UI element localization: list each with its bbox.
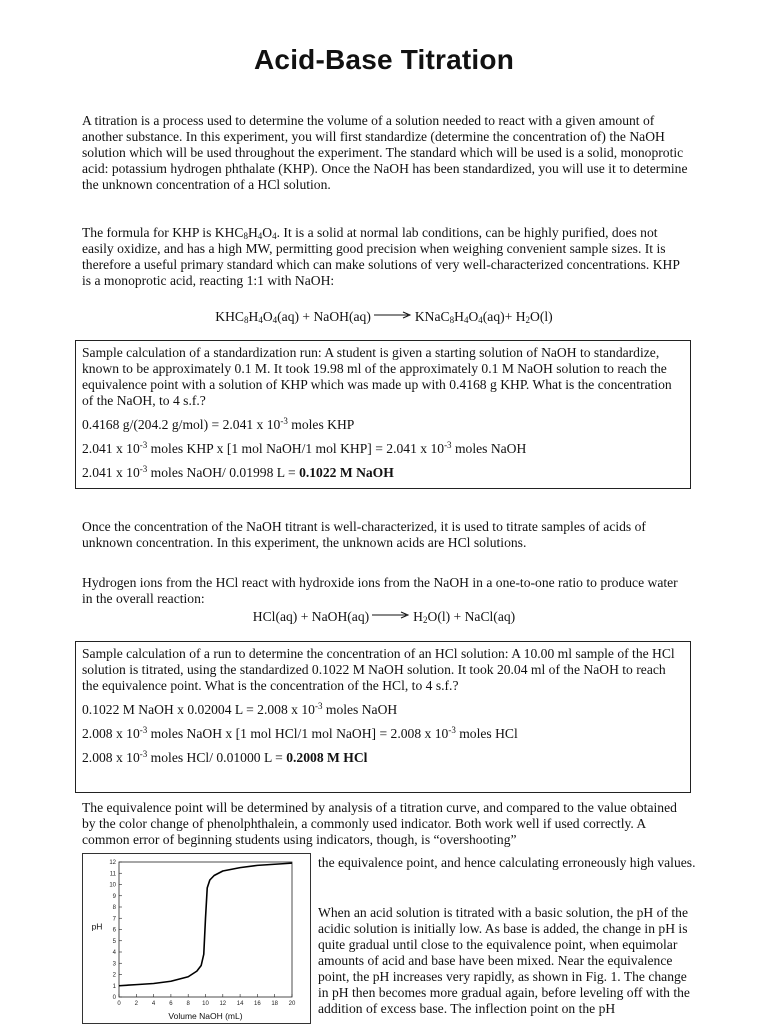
x-tick-label: 12: [219, 1001, 227, 1007]
box2-prompt: Sample calculation of a run to determine the concentration of an HCl solution: A 10.00 ml sample of the HCl solution is titrated, using the standardized 0.1022 M NaOH solution. It took 20.04 ml of the NaOH to reach the equivalence point. What is the concentration of the HCl, to 4 s.f.?: [82, 646, 675, 693]
x-tick-label: 8: [186, 1001, 190, 1007]
titration-curve-line: [119, 863, 292, 986]
y-tick-label: 2: [112, 972, 116, 979]
y-tick-label: 9: [112, 893, 116, 900]
khp-paragraph: The formula for KHP is $KHC_8H_4O_4$. It is a solid at normal lab conditions, can be highly purified, does not easily oxidize, and has a high MW, permitting good precision when weighing convenient sample sizes. It is therefore a useful primary standard which can make solutions of very well-characterized concentrations. KHP is a monoprotic acid, reacting 1:1 with NaOH:: [82, 225, 680, 288]
box2-calc-1: 0.1022 M NaOH x 0.02004 L = 2.008 x $10^{-3}$ moles NaOH: [82, 701, 398, 717]
y-axis-label: pH: [91, 921, 103, 932]
box1-calc-3: 2.041 x $10^{-3}$ moles NaOH/ 0.01998 L = 0.1022 M NaOH: [82, 464, 394, 480]
hydrogen-ions-paragraph: Hydrogen ions from the HCl react with hydroxide ions from the NaOH in a one-to-one ratio to produce water in the overall reaction:: [82, 575, 678, 606]
standardization-sample-box: [75, 340, 691, 489]
x-tick-label: 18: [271, 1001, 279, 1007]
box2-result: 0.2008 M HCl: [286, 750, 368, 765]
titrant-paragraph: Once the concentration of the NaOH titrant is well-characterized, it is used to titrate samples of acids of unknown concentration. In this experiment, the unknown acids are HCl solutions.: [82, 519, 646, 550]
titration-curve-chart: [83, 854, 310, 1023]
box1-result: 0.1022 M NaOH: [299, 465, 394, 480]
y-tick-label: 11: [109, 871, 116, 878]
titration-curve-figure: [82, 853, 311, 1024]
y-tick-label: 3: [112, 961, 116, 968]
equivalence-paragraph: The equivalence point will be determined by analysis of a titration curve, and compared to the value obtained by the color change of phenolphthalein, a commonly used indicator. Both work well if used correctly. A common error of beginning students using indicators, though, is “overshooting”: [82, 800, 677, 847]
y-tick-label: 10: [109, 882, 116, 889]
y-tick-label: 12: [109, 860, 116, 866]
box2-calc-3: 2.008 x $10^{-3}$ moles HCl/ 0.01000 L = 0.2008 M HCl: [82, 749, 368, 765]
x-tick-label: 16: [254, 1001, 261, 1007]
y-tick-label: 6: [112, 927, 116, 934]
box2-calc-2: 2.008 x $10^{-3}$ moles NaOH x [1 mol HCl/1 mol NaOH] = 2.008 x $10^{-3}$ moles HCl: [82, 725, 518, 741]
khp-text-b: . It is a solid at normal lab conditions, can be highly purified, does not easily oxidize, and has a high MW, permitting good precision when weighing convenient sample sizes. It is therefore a useful primary standard which can make solutions of very well-characterized concentrations. KHP is a monoprotic acid, reacting 1:1 with NaOH:: [82, 225, 680, 288]
x-tick-label: 14: [236, 1001, 244, 1007]
reaction-arrow-icon: [372, 611, 410, 619]
intro-paragraph: A titration is a process used to determine the volume of a solution needed to react with a given amount of another substance. In this experiment, you will first standardize (determine the concentration of) the NaOH solution which will be used throughout the experiment. The standard which will be used is a solid, monoprotic acid: potassium hydrogen phthalate (KHP). Once the NaOH has been standardized, you will use it to determine the unknown concentration of a HCl solution.: [82, 113, 688, 192]
x-tick-label: 4: [151, 1001, 156, 1007]
reaction-arrow-icon: [374, 311, 412, 319]
y-tick-label: 7: [112, 916, 116, 923]
y-tick-label: 8: [112, 905, 116, 911]
khp-text-a: The formula for KHP is KHC: [82, 225, 244, 240]
y-tick-label: 1: [112, 983, 116, 990]
box1-calc-2: 2.041 x $10^{-3}$ moles KHP x [1 mol NaOH/1 mol KHP] = 2.041 x $10^{-3}$ moles NaOH: [82, 440, 527, 456]
hcl-equation: HCl(aq) + NaOH(aq) $H_2O(l)$ + NaCl(aq): [252, 609, 516, 625]
box1-prompt: Sample calculation of a standardization run: A student is given a starting solution of NaOH to standardize, known to be approximately 0.1 M. It took 19.98 ml of the approximately 0.1 M NaOH solution to reach the equivalence point with a solution of KHP which was made up with 0.4168 g KHP. What is the concentration of the NaOH, to 4 s.f.?: [82, 345, 672, 408]
y-tick-label: 0: [112, 995, 116, 1001]
x-tick-label: 0: [117, 1001, 121, 1007]
x-tick-label: 6: [169, 1001, 173, 1007]
x-axis-label: Volume NaOH (mL): [168, 1011, 243, 1021]
page-title: Acid-Base Titration: [254, 44, 514, 75]
khp-equation: $KHC_8H_4O_4(aq)$ + NaOH(aq) $KNaC_8H_4O_4(aq)+ H_2O(l)$: [215, 309, 553, 325]
x-tick-label: 20: [288, 1001, 296, 1007]
box1-calc-1: 0.4168 g/(204.2 g/mol) = 2.041 x $10^{-3}$ moles KHP: [82, 416, 355, 432]
y-tick-label: 4: [112, 950, 116, 956]
side-paragraph-2: When an acid solution is titrated with a basic solution, the pH of the acidic solution is initially low. As base is added, the change in pH is quite gradual until close to the equivalence point, when equimolar amounts of acid and base have been mixed. Near the equivalence point, the pH increases very rapidly, as shown in Fig. 1. The change in pH then becomes more gradual again, before leveling off with the addition of excess base. The inflection point on the pH: [318, 905, 690, 1016]
hcl-sample-box: [75, 641, 691, 793]
x-tick-label: 2: [134, 1001, 138, 1007]
x-tick-label: 10: [202, 1001, 209, 1007]
side-paragraph-1: the equivalence point, and hence calculating erroneously high values.: [318, 855, 696, 870]
y-tick-label: 5: [112, 938, 116, 945]
